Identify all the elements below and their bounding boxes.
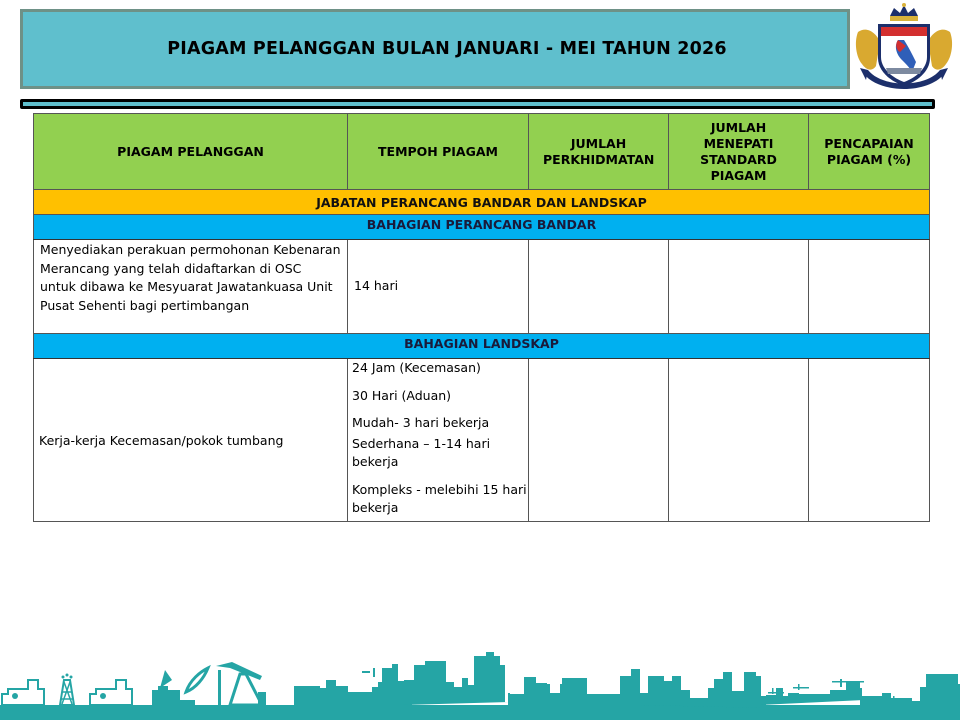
header-divider bbox=[20, 99, 935, 109]
col-header-tempoh: TEMPOH PIAGAM bbox=[348, 114, 529, 190]
jumlah-perkhidmatan-cell[interactable] bbox=[529, 240, 669, 334]
col-header-jumlah-menepati-label: JUMLAH MENEPATI STANDARD PIAGAM bbox=[700, 119, 777, 183]
col-header-pencapaian-label: PENCAPAIAN PIAGAM (%) bbox=[824, 135, 914, 167]
col-header-jumlah-menepati bbox=[669, 114, 809, 190]
tempoh-item: Sederhana – 1-14 hari bekerja bbox=[352, 435, 491, 469]
section-name: BAHAGIAN PERANCANG BANDAR bbox=[34, 215, 930, 240]
jumlah-menepati-cell[interactable] bbox=[669, 240, 809, 334]
col-header-pencapaian bbox=[809, 114, 930, 190]
col-header-jumlah-perkhidmatan bbox=[529, 114, 669, 190]
page-title: PIAGAM PELANGGAN BULAN JANUARI - MEI TAHUN 2026 bbox=[167, 39, 727, 59]
department-row bbox=[34, 190, 930, 215]
table-header-row bbox=[34, 114, 930, 190]
section-row bbox=[34, 215, 930, 240]
pencapaian-cell[interactable] bbox=[809, 359, 930, 522]
table-row bbox=[34, 240, 930, 334]
tempoh-cell: 14 hari bbox=[348, 240, 529, 334]
section-row bbox=[34, 334, 930, 359]
jumlah-menepati-cell[interactable] bbox=[669, 359, 809, 522]
piagam-cell: Kerja-kerja Kecemasan/pokok tumbang bbox=[34, 359, 348, 522]
charter-table bbox=[33, 113, 930, 522]
section-name: BAHAGIAN LANDSKAP bbox=[34, 334, 930, 359]
council-crest-icon bbox=[850, 2, 958, 94]
table-row bbox=[34, 359, 930, 522]
city-skyline-icon bbox=[0, 620, 960, 720]
title-banner bbox=[20, 9, 850, 89]
tempoh-item: 30 Hari (Aduan) bbox=[352, 387, 452, 403]
col-header-jumlah-perkhidmatan-label: JUMLAH PERKHIDMATAN bbox=[543, 135, 655, 167]
tempoh-item: Mudah- 3 hari bekerja bbox=[352, 415, 490, 430]
tempoh-cell bbox=[348, 359, 529, 522]
piagam-cell: Menyediakan perakuan permohonan Kebenaran Merancang yang telah didaftarkan di OSC untuk dibawa ke Mesyuarat Jawatankuasa Unit Pusat Sehenti bagi pertimbangan bbox=[34, 240, 348, 334]
tempoh-item: Kompleks - melebihi 15 hari bekerja bbox=[352, 481, 527, 515]
department-name: JABATAN PERANCANG BANDAR DAN LANDSKAP bbox=[34, 190, 930, 215]
jumlah-perkhidmatan-cell[interactable] bbox=[529, 359, 669, 522]
pencapaian-cell[interactable] bbox=[809, 240, 930, 334]
tempoh-item: 24 Jam (Kecemasan) bbox=[352, 360, 481, 375]
col-header-piagam: PIAGAM PELANGGAN bbox=[34, 114, 348, 190]
